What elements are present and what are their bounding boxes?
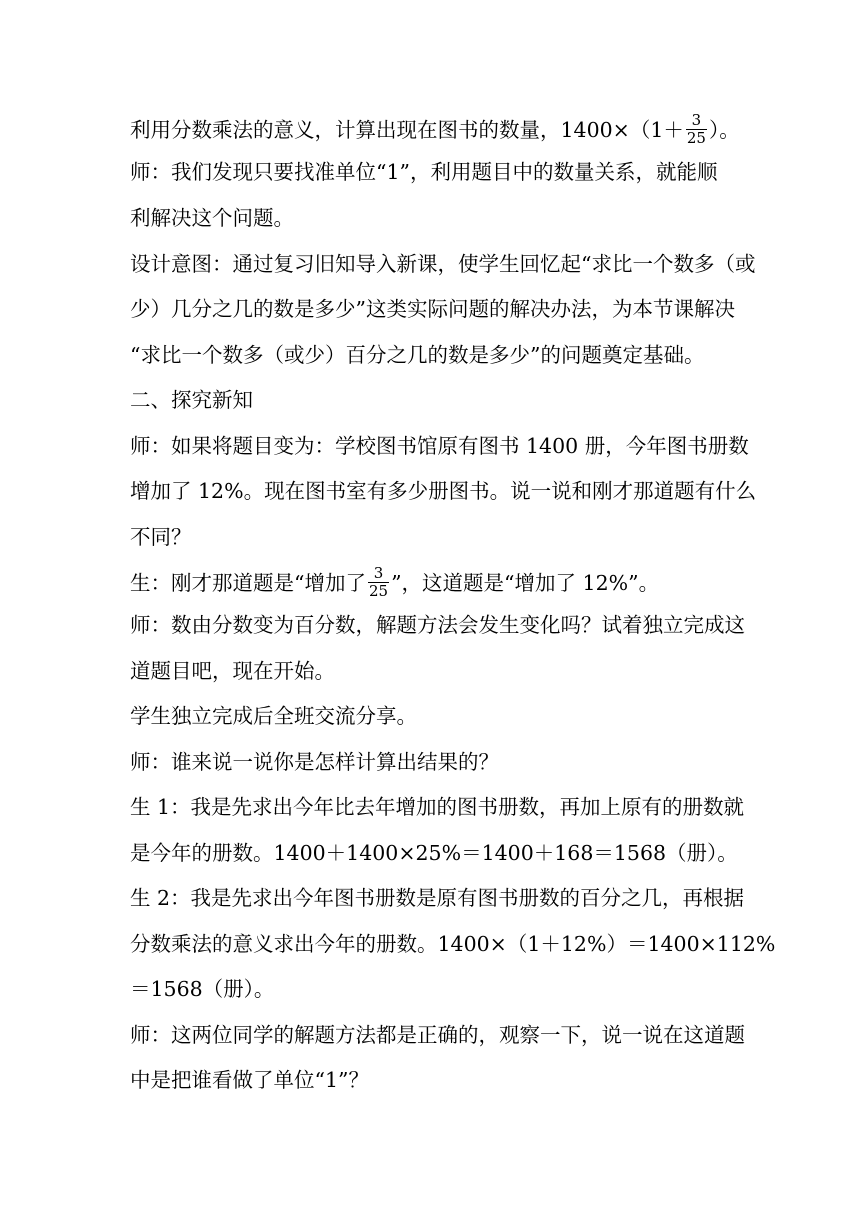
fraction-numerator: 3 <box>368 565 389 583</box>
line-text: 利用分数乘法的意义，计算出现在图书的数量，1400×（1＋ <box>130 118 684 142</box>
line-text: ）。 <box>708 118 740 142</box>
fraction-denominator: 25 <box>686 129 706 147</box>
paragraph-line-13: 道题目吧，现在开始。 <box>130 659 335 683</box>
paragraph-line-2: 师：我们发现只要找准单位“1”，利用题目中的数量关系，就能顺 <box>130 160 718 184</box>
fraction-denominator: 25 <box>368 582 389 600</box>
paragraph-line-18: 生 2：我是先求出今年图书册数是原有图书册数的百分之几，再根据 <box>130 886 745 910</box>
paragraph-line-6: “求比一个数多（或少）百分之几的数是多少”的问题奠定基础。 <box>130 343 705 367</box>
section-heading: 二、探究新知 <box>130 388 253 412</box>
paragraph-line-5: 少）几分之几的数是多少”这类实际问题的解决办法，为本节课解决 <box>130 297 735 321</box>
fraction-3-25 <box>368 565 389 600</box>
paragraph-line-4: 设计意图：通过复习旧知导入新课，使学生回忆起“求比一个数多（或 <box>130 252 756 276</box>
paragraph-line-17: 是今年的册数。1400＋1400×25%＝1400＋168＝1568（册）。 <box>130 841 738 865</box>
line-text: 生：刚才那道题是“增加了 <box>130 571 366 595</box>
fraction-numerator: 3 <box>686 112 707 130</box>
paragraph-line-1 <box>130 111 740 149</box>
paragraph-line-14: 学生独立完成后全班交流分享。 <box>130 704 417 728</box>
paragraph-line-15: 师：谁来说一说你是怎样计算出结果的？ <box>130 750 499 774</box>
line-text: ”，这道题是“增加了 12%”。 <box>391 571 660 595</box>
paragraph-line-22: 中是把谁看做了单位“1”？ <box>130 1068 370 1092</box>
paragraph-line-8: 师：如果将题目变为：学校图书馆原有图书 1400 册，今年图书册数 <box>130 434 749 458</box>
paragraph-line-20: ＝1568（册）。 <box>130 977 275 1001</box>
paragraph-line-3: 利解决这个问题。 <box>130 206 294 230</box>
paragraph-line-11 <box>130 564 660 602</box>
paragraph-line-10: 不同？ <box>130 525 192 549</box>
paragraph-line-19: 分数乘法的意义求出今年的册数。1400×（1＋12%）＝1400×112% <box>130 932 776 956</box>
paragraph-line-9: 增加了 12%。现在图书室有多少册图书。说一说和刚才那道题有什么 <box>130 479 757 503</box>
paragraph-line-21: 师：这两位同学的解题方法都是正确的，观察一下，说一说在这道题 <box>130 1023 745 1047</box>
paragraph-line-12: 师：数由分数变为百分数，解题方法会发生变化吗？试着独立完成这 <box>130 613 745 637</box>
fraction-3-25 <box>686 112 707 147</box>
paragraph-line-16: 生 1：我是先求出今年比去年增加的图书册数，再加上原有的册数就 <box>130 795 745 819</box>
